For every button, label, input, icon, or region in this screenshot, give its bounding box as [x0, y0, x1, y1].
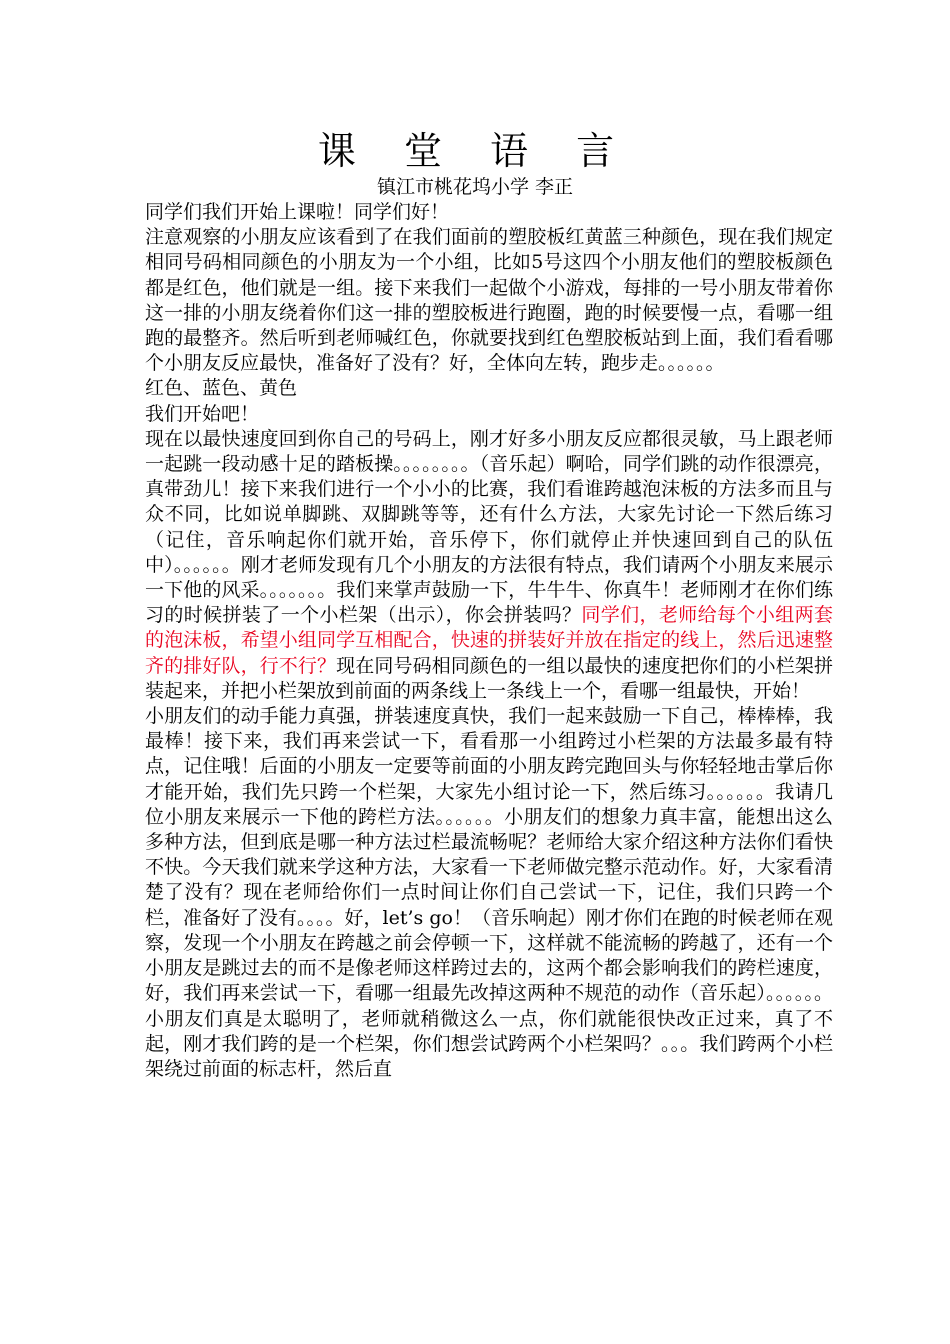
paragraph-greeting: 同学们我们开始上课啦！同学们好！: [145, 201, 450, 223]
document-body: [145, 200, 833, 1082]
paragraph-follow-text: 现在同号码相同颜色的一组以最快的速度把你们的小栏架拼装起来，并把小栏架放到前面的两条线上一条线上一个，看哪一组最快，开始！: [145, 654, 833, 702]
paragraph-hurdle-assembly: [145, 427, 833, 704]
document-title: 课 堂 语 言: [317, 129, 633, 173]
paragraph-lead-text: 现在以最快速度回到你自己的号码上，刚才好多小朋友反应都很灵敏，马上跟老师一起跳一段动感十足的踏板操。。。。。。。。（音乐起）啊哈，同学们跳的动作很漂亮，真带劲儿！接下来我们进行一个小小的比赛，我们看谁跨越泡沫板的方法多而且与众不同，比如说单脚跳、双脚跳等等，还有什么方法，大家先讨论一下然后练习（记住，音乐响起你们就开始，音乐停下，你们就停止并快速回到自己的队伍中）。。。。。。刚才老师发现有几个小朋友的方法很有特点，我们请两个小朋友来展示一下他的风采。。。。。。。我们来掌声鼓励一下，牛牛牛、你真牛！老师刚才在你们练习的时候拼装了一个小栏架（出示），你会拼装吗？: [145, 427, 833, 627]
highlighted-instruction: 同学们，老师给每个小组两套的泡沫板，希望小组同学互相配合，快速的拼装好并放在指定的线上，然后迅速整齐的排好队，行不行？: [145, 604, 833, 677]
document-subtitle: 镇江市桃花坞小学 李正: [376, 176, 574, 198]
paragraph-color-game: 注意观察的小朋友应该看到了在我们面前的塑胶板红黄蓝三种颜色，现在我们规定相同号码相同颜色的小朋友为一个小组，比如5号这四个小朋友他们的塑胶板颜色都是红色，他们就是一组。接下来我们一起做个小游戏，每排的一号小朋友带着你这一排的小朋友绕着你们这一排的塑胶板进行跑圈，跑的时候要慢一点，看哪一组跑的最整齐。然后听到老师喊红色，你就要找到红色塑胶板站到上面，我们看看哪个小朋友反应最快，准备好了没有？好，全体向左转，跑步走。。。。。。: [145, 226, 833, 375]
paragraph-start: 我们开始吧！: [145, 402, 260, 425]
paragraph-colors: 红色、蓝色、黄色: [145, 377, 298, 400]
paragraph-hurdle-practice: 小朋友们的动手能力真强，拼装速度真快，我们一起来鼓励一下自己，棒棒棒，我最棒！接下来，我们再来尝试一下，看看那一小组跨过小栏架的方法最多最有特点，记住哦！后面的小朋友一定要等前面的小朋友跨完跑回头与你轻轻地击掌后你才能开始，我们先只跨一个栏架，大家先小组讨论一下，然后练习。。。。。。我请几位小朋友来展示一下他的跨栏方法。。。。。。小朋友们的想象力真丰富，能想出这么多种方法，但到底是哪一种方法过栏最流畅呢？老师给大家介绍这种方法你们看快不快。今天我们就来学这种方法，大家看一下老师做完整示范动作。好，大家看清楚了没有？现在老师给你们一点时间让你们自己尝试一下，记住，我们只跨一个栏，准备好了没有。。。。好，let’s go！（音乐响起）刚才你们在跑的时候老师在观察，发现一个小朋友在跨越之前会停顿一下，这样就不能流畅的跨越了，还有一个小朋友是跳过去的而不是像老师这样跨过去的，这两个都会影响我们的跨栏速度，好，我们再来尝试一下，看哪一组最先改掉这两种不规范的动作（音乐起）。。。。。。小朋友们真是太聪明了，老师就稍微这么一点，你们就能很快改正过来，真了不起，刚才我们跨的是一个栏架，你们想尝试跨两个小栏架吗？。。。我们跨两个小栏架绕过前面的标志杆，然后直: [145, 705, 833, 1080]
